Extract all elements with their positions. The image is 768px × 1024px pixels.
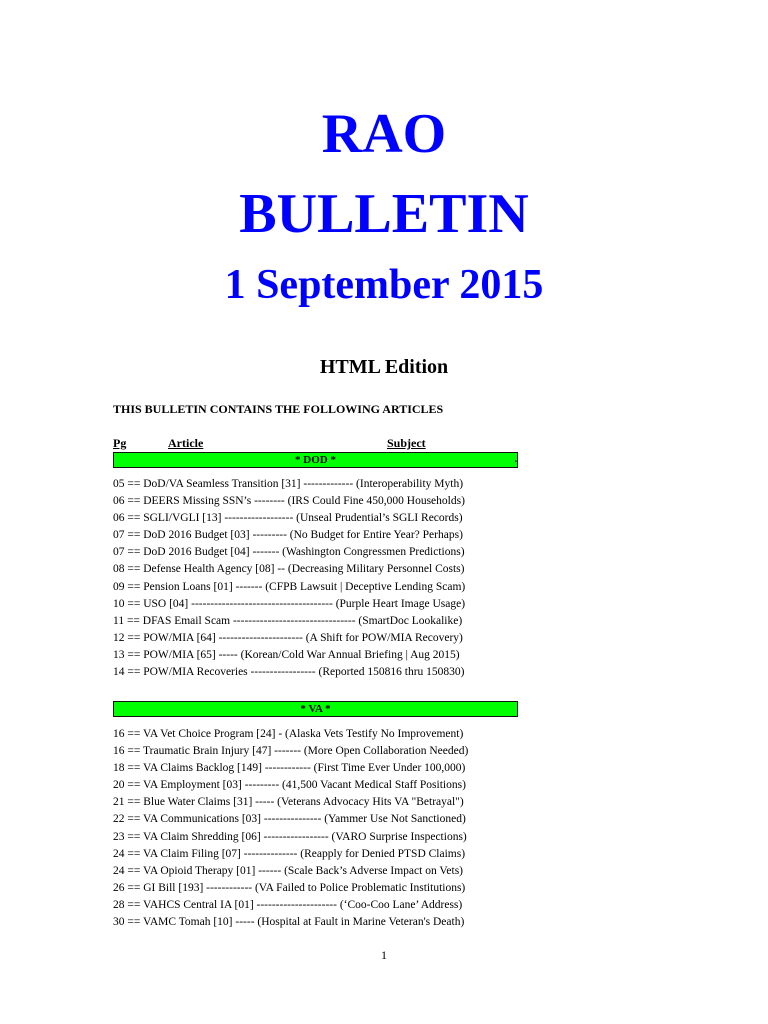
article-row[interactable]: 22 == VA Communications [03] --------------- (Yammer Use Not Sanctioned): [113, 813, 466, 826]
article-row[interactable]: 21 == Blue Water Claims [31] ----- (Veterans Advocacy Hits VA "Betrayal"): [113, 796, 464, 809]
article-row[interactable]: 26 == GI Bill [193] ------------ (VA Failed to Police Problematic Institutions): [113, 881, 466, 894]
page-number: 1: [381, 948, 387, 962]
article-row[interactable]: 09 == Pension Loans [01] ------- (CFPB Lawsuit | Deceptive Lending Scam): [113, 580, 466, 593]
article-row[interactable]: 14 == POW/MIA Recoveries ----------------- (Reported 150816 thru 150830): [113, 666, 465, 679]
article-row[interactable]: 20 == VA Employment [03] --------- (41,500 Vacant Medical Staff Positions): [113, 779, 466, 792]
section-tick: .: [514, 454, 517, 465]
article-row[interactable]: 12 == POW/MIA [64] ---------------------- (A Shift for POW/MIA Recovery): [113, 631, 463, 644]
article-row[interactable]: 13 == POW/MIA [65] ----- (Korean/Cold War Annual Briefing | Aug 2015): [113, 648, 460, 661]
article-row[interactable]: 16 == VA Vet Choice Program [24] - (Alaska Vets Testify No Improvement): [113, 728, 464, 740]
article-row[interactable]: 28 == VAHCS Central IA [01] --------------------- (‘Coo-Coo Lane’ Address): [113, 898, 463, 911]
article-row[interactable]: 07 == DoD 2016 Budget [04] ------- (Washington Congressmen Predictions): [113, 546, 465, 559]
column-header-article: Article: [168, 436, 204, 450]
article-row[interactable]: 18 == VA Claims Backlog [149] ------------ (First Time Ever Under 100,000): [113, 762, 466, 775]
article-row[interactable]: 16 == Traumatic Brain Injury [47] ------- (More Open Collaboration Needed): [113, 745, 469, 758]
article-row[interactable]: 07 == DoD 2016 Budget [03] --------- (No Budget for Entire Year? Perhaps): [113, 529, 463, 542]
contents-heading: THIS BULLETIN CONTAINS THE FOLLOWING ARTICLES: [113, 402, 444, 416]
title-rao: RAO: [321, 103, 447, 165]
article-row[interactable]: 06 == SGLI/VGLI [13] ------------------ (Unseal Prudential’s SGLI Records): [113, 512, 463, 525]
article-list-dod: [113, 476, 523, 681]
article-row[interactable]: 08 == Defense Health Agency [08] -- (Decreasing Military Personnel Costs): [113, 563, 465, 576]
section-bar-va: [113, 701, 518, 717]
article-list-va: [113, 726, 523, 931]
title-bulletin: BULLETIN: [239, 183, 529, 245]
article-row[interactable]: 24 == VA Opioid Therapy [01] ------ (Scale Back’s Adverse Impact on Vets): [113, 864, 464, 877]
article-row[interactable]: 05 == DoD/VA Seamless Transition [31] ------------- (Interoperability Myth): [113, 478, 464, 490]
section-bar-dod: [113, 452, 518, 468]
article-row[interactable]: 24 == VA Claim Filing [07] -------------- (Reapply for Denied PTSD Claims): [113, 847, 466, 860]
column-header-pg: Pg: [113, 436, 127, 450]
article-row[interactable]: 11 == DFAS Email Scam -------------------------------- (SmartDoc Lookalike): [113, 614, 463, 627]
article-row[interactable]: 23 == VA Claim Shredding [06] ----------------- (VARO Surprise Inspections): [113, 830, 467, 843]
edition-heading: HTML Edition: [319, 356, 449, 378]
article-row[interactable]: 06 == DEERS Missing SSN’s -------- (IRS Could Fine 450,000 Households): [113, 495, 465, 508]
section-label: * VA *: [300, 703, 331, 715]
article-row[interactable]: 10 == USO [04] ------------------------------------- (Purple Heart Image Usage): [113, 597, 466, 610]
title-date: 1 September 2015: [224, 262, 544, 308]
column-header-subject: Subject: [387, 436, 426, 450]
section-label: * DOD *: [295, 454, 336, 466]
article-row[interactable]: 30 == VAMC Tomah [10] ----- (Hospital at Fault in Marine Veteran's Death): [113, 916, 465, 929]
